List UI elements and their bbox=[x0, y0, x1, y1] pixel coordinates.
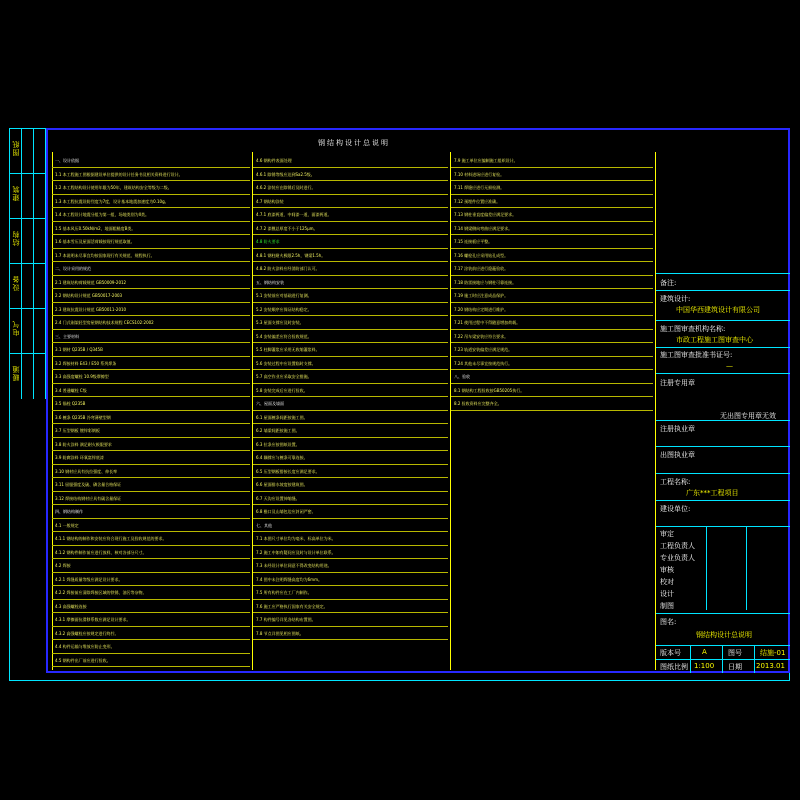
note-line: 5.7 高空作业应采取安全措施。 bbox=[256, 374, 312, 379]
note-row-rule bbox=[52, 666, 250, 667]
approver-row: 制图 bbox=[660, 602, 674, 610]
note-line: 1.2 本工程结构设计使用年限为50年，建筑结构安全等级为二级。 bbox=[55, 185, 172, 190]
note-line: 2.3 建筑抗震设计规范 GB50011-2010 bbox=[55, 306, 127, 312]
note-row-rule bbox=[52, 207, 250, 208]
note-row-rule bbox=[253, 477, 448, 478]
title-block-divider bbox=[656, 473, 790, 474]
project-name-value: 广东***工程项目 bbox=[686, 489, 739, 497]
note-row-rule bbox=[253, 531, 448, 532]
note-row-rule bbox=[253, 369, 448, 370]
note-row-rule bbox=[451, 342, 653, 343]
note-line: 7.2 施工中如有疑问应及时与设计单位联系。 bbox=[256, 549, 336, 555]
note-row-rule bbox=[52, 315, 250, 316]
note-line: 4.6.2 涂装应在除锈后及时进行。 bbox=[256, 185, 316, 190]
note-row-rule bbox=[52, 410, 250, 411]
note-line: 7.14 钢梁侧向弯曲应满足要求。 bbox=[454, 225, 513, 231]
note-line: 3.4 普通螺栓 C级 bbox=[55, 387, 87, 393]
left-strip-label: 结构 bbox=[12, 230, 20, 246]
left-strip-row bbox=[9, 173, 46, 174]
note-row-rule bbox=[52, 383, 250, 384]
note-line: 5.4 安装偏差应符合验收规范。 bbox=[256, 333, 312, 339]
note-line: 3.1 钢材 Q235B / Q345B bbox=[55, 347, 103, 352]
approver-row: 专业负责人 bbox=[660, 554, 695, 562]
note-line: 4.8.1 钢柱耐火极限2.5h，钢梁1.5h。 bbox=[256, 252, 326, 258]
version-label: 版本号 bbox=[660, 649, 681, 657]
note-row-rule bbox=[253, 329, 448, 330]
note-row-rule bbox=[52, 369, 250, 370]
note-row-rule bbox=[52, 275, 250, 276]
approver-row: 设计 bbox=[660, 590, 674, 598]
note-line: 4.3 高强螺栓连接 bbox=[55, 603, 87, 609]
note-row-rule bbox=[52, 653, 250, 654]
note-row-rule bbox=[52, 599, 250, 600]
note-line: 7.5 所有构件应在工厂内制作。 bbox=[256, 590, 312, 595]
note-row-rule bbox=[253, 234, 448, 235]
note-row-rule bbox=[253, 167, 448, 168]
note-section-heading: 五、钢结构安装 bbox=[256, 279, 284, 285]
title-block-divider bbox=[656, 320, 790, 321]
note-line: 6.2 墙梁间距按施工图。 bbox=[256, 428, 300, 433]
note-line: 7.11 焊缝应进行无损检测。 bbox=[454, 185, 505, 190]
note-row-rule bbox=[52, 437, 250, 438]
note-row-rule bbox=[451, 356, 653, 357]
note-row-rule bbox=[52, 167, 250, 168]
note-row-rule bbox=[253, 558, 448, 559]
note-section-heading: 七、其他 bbox=[256, 522, 272, 528]
note-line: 2.4 门式刚架轻型房屋钢结构技术规程 CECS102:2002 bbox=[55, 320, 154, 325]
note-line: 3.5 锚栓 Q235B bbox=[55, 401, 86, 406]
note-line: 7.24 其他未尽事宜按规范执行。 bbox=[454, 360, 513, 366]
title-block-divider bbox=[656, 373, 790, 374]
review-cert-label: 施工图审查批准书证号: bbox=[660, 351, 733, 359]
note-row-rule bbox=[253, 302, 448, 303]
note-section-heading: 二、设计采用的规范 bbox=[55, 266, 91, 271]
note-section-heading: 四、钢结构制作 bbox=[55, 509, 83, 514]
note-row-rule bbox=[253, 396, 448, 397]
note-row-rule bbox=[253, 504, 448, 505]
column-divider bbox=[450, 152, 451, 670]
left-signature-strip bbox=[9, 128, 46, 399]
note-line: 6.8 檐口及山墙包边应封闭严密。 bbox=[256, 509, 316, 514]
note-row-rule bbox=[52, 612, 250, 613]
note-line: 2.2 钢结构设计规范 GB50017-2003 bbox=[55, 293, 123, 298]
approver-row: 校对 bbox=[660, 578, 674, 586]
note-row-rule bbox=[52, 288, 250, 289]
note-row-rule bbox=[52, 585, 250, 586]
note-row-rule bbox=[253, 639, 448, 640]
left-strip-label: 图纸 bbox=[12, 140, 20, 156]
date-label: 日期 bbox=[728, 663, 742, 671]
note-line: 6.5 压型钢板搭接长度应满足要求。 bbox=[256, 468, 320, 474]
note-row-rule bbox=[451, 194, 653, 195]
note-row-rule bbox=[52, 558, 250, 559]
remark-label: 备注: bbox=[660, 279, 677, 287]
title-block-divider bbox=[656, 446, 790, 447]
title-block-divider bbox=[656, 526, 790, 527]
note-section-heading: 六、屋面及墙面 bbox=[256, 401, 284, 406]
note-line: 8.2 验收资料应完整齐全。 bbox=[454, 401, 502, 406]
note-line: 5.1 安装前应对基础进行复测。 bbox=[256, 293, 312, 298]
note-row-rule bbox=[451, 383, 653, 384]
note-line: 3.7 压型钢板 镀锌彩钢板 bbox=[55, 428, 100, 433]
note-line: 3.8 防火涂料 满足耐火极限要求 bbox=[55, 441, 112, 447]
note-line: 4.6.1 除锈等级应达到Sa2.5级。 bbox=[256, 171, 315, 177]
note-line: 1.6 基本雪压及屋面活荷载按现行规范取值。 bbox=[55, 239, 135, 244]
note-line: 7.1 本图尺寸单位均为毫米，标高单位为米。 bbox=[256, 536, 336, 541]
date-value: 2013.01 bbox=[756, 662, 785, 670]
note-line: 4.1.1 钢结构的制作和安装应符合现行施工及验收规范的要求。 bbox=[55, 536, 167, 541]
note-row-rule bbox=[52, 491, 250, 492]
note-row-rule bbox=[451, 288, 653, 289]
note-line: 3.11 屈服强度及硫、磷含量合格保证 bbox=[55, 482, 122, 487]
left-strip-label: 建筑 bbox=[12, 185, 20, 201]
title-block-divider bbox=[656, 613, 790, 614]
drawing-title: 钢结构设计总说明 bbox=[318, 139, 390, 147]
note-line: 4.7 钢结构涂装 bbox=[256, 198, 284, 204]
note-row-rule bbox=[451, 410, 653, 411]
note-row-rule bbox=[253, 626, 448, 627]
note-row-rule bbox=[52, 248, 250, 249]
note-row-rule bbox=[52, 234, 250, 235]
note-row-rule bbox=[253, 599, 448, 600]
left-strip-label: 设备 bbox=[12, 275, 20, 291]
project-name-label: 工程名称: bbox=[660, 478, 691, 486]
left-strip-row bbox=[9, 353, 46, 354]
note-line: 4.4 构件运输与堆放应防止变形。 bbox=[55, 644, 115, 649]
note-row-rule bbox=[253, 356, 448, 357]
note-row-rule bbox=[52, 450, 250, 451]
note-line: 4.3.2 高强螺栓应按规定进行终拧。 bbox=[55, 630, 119, 636]
note-row-rule bbox=[52, 221, 250, 222]
note-line: 6.4 隅撑应与檩条可靠连接。 bbox=[256, 455, 308, 460]
note-row-rule bbox=[253, 585, 448, 586]
title-block-divider bbox=[656, 290, 790, 291]
note-line: 3.2 焊接材料 E43 / E50 系列焊条 bbox=[55, 360, 117, 366]
note-row-rule bbox=[52, 464, 250, 465]
note-row-rule bbox=[451, 302, 653, 303]
version-value: A bbox=[702, 648, 707, 656]
note-row-rule bbox=[253, 275, 448, 276]
note-row-rule bbox=[451, 167, 653, 168]
note-line: 7.20 钢结构应定期进行维护。 bbox=[454, 306, 509, 312]
note-line: 7.7 构件编号详见各结构布置图。 bbox=[256, 617, 316, 622]
note-row-rule bbox=[52, 477, 250, 478]
note-row-rule bbox=[52, 356, 250, 357]
note-line: 4.8.2 防火涂料应经消防部门认可。 bbox=[256, 266, 320, 271]
title-block-divider bbox=[656, 500, 790, 501]
note-line: 4.2.2 焊接前应清除焊接区域的铁锈、油污等杂物。 bbox=[55, 590, 147, 595]
note-line: 6.3 拉条应按图纸设置。 bbox=[256, 441, 300, 447]
note-line: 4.1.2 钢构件制作前应进行放样，核对各部分尺寸。 bbox=[55, 549, 147, 555]
design-notes-sheet bbox=[52, 134, 656, 670]
note-line: 5.2 安装顺序应保证结构稳定。 bbox=[256, 306, 312, 312]
note-row-rule bbox=[253, 545, 448, 546]
note-row-rule bbox=[52, 639, 250, 640]
figure-name-value: 钢结构设计总说明 bbox=[696, 631, 752, 639]
note-row-rule bbox=[253, 410, 448, 411]
note-row-rule bbox=[52, 261, 250, 262]
note-line: 5.8 安装完成后应进行验收。 bbox=[256, 387, 308, 393]
note-line: 7.21 使用过程中不得随意增加荷载。 bbox=[454, 320, 521, 325]
note-row-rule bbox=[253, 491, 448, 492]
note-line: 1.4 本工程设计地震分组为第一组，场地类别为II类。 bbox=[55, 212, 149, 217]
note-line: 3.12 焊接结构钢材应具有碳含量保证 bbox=[55, 495, 122, 501]
left-strip-label: 暖通 bbox=[12, 365, 20, 381]
note-row-rule bbox=[52, 180, 250, 181]
note-line: 7.19 施工时应注意成品保护。 bbox=[454, 293, 509, 298]
note-line: 4.2.1 焊缝质量等级应满足设计要求。 bbox=[55, 576, 123, 582]
column-divider bbox=[252, 152, 253, 670]
note-line: 7.13 钢柱垂直度偏差应满足要求。 bbox=[454, 212, 517, 217]
note-line: 6.6 屋面排水坡度按建筑图。 bbox=[256, 482, 308, 487]
note-row-rule bbox=[253, 194, 448, 195]
note-row-rule bbox=[253, 450, 448, 451]
note-row-rule bbox=[451, 396, 653, 397]
note-line: 3.3 高强度螺栓 10.9级摩擦型 bbox=[55, 374, 109, 379]
note-line: 7.23 轨道安装偏差应满足规范。 bbox=[454, 347, 513, 352]
left-strip-row bbox=[9, 263, 46, 264]
note-row-rule bbox=[451, 275, 653, 276]
note-line: 4.2 焊接 bbox=[55, 563, 71, 568]
output-seal-label: 出图执业章 bbox=[660, 451, 695, 459]
note-line: 7.17 涂装前应进行隐蔽验收。 bbox=[454, 266, 509, 271]
title-block-divider bbox=[656, 645, 790, 646]
registered-seal-note: 无出图专用章无效 bbox=[720, 412, 776, 420]
design-unit-label: 建筑设计: bbox=[660, 295, 691, 303]
left-strip-row bbox=[9, 218, 46, 219]
figure-name-label: 图名: bbox=[660, 618, 677, 626]
sheet-no-value: 结施-01 bbox=[760, 649, 786, 657]
approver-grid-line bbox=[746, 526, 747, 610]
note-row-rule bbox=[253, 464, 448, 465]
note-line: 4.5 钢构件出厂前应进行验收。 bbox=[55, 657, 111, 663]
approver-row: 审核 bbox=[660, 566, 674, 574]
note-line: 7.4 图中未注明焊缝高度均为6mm。 bbox=[256, 576, 322, 582]
note-line: 7.9 施工单位应编制施工组织设计。 bbox=[454, 158, 518, 163]
note-row-rule bbox=[451, 221, 653, 222]
left-strip-label: 电气 bbox=[12, 320, 20, 336]
title-block-divider bbox=[656, 347, 790, 348]
scale-label: 图纸比例 bbox=[660, 663, 688, 671]
note-line: 3.10 钢材应具有抗拉强度、伸长率 bbox=[55, 468, 118, 474]
approver-row: 审定 bbox=[660, 530, 674, 538]
note-row-rule bbox=[253, 572, 448, 573]
title-block-divider bbox=[656, 659, 790, 660]
note-line: 7.16 螺栓孔应采用钻孔成型。 bbox=[454, 252, 509, 258]
design-unit-value: 中国华西建筑设计有限公司 bbox=[676, 306, 760, 314]
registered-seal-label: 注册专用章 bbox=[660, 379, 695, 387]
note-line: 2.1 建筑结构荷载规范 GB50009-2012 bbox=[55, 279, 127, 285]
left-strip-row bbox=[9, 308, 46, 309]
note-row-rule bbox=[52, 545, 250, 546]
note-line: 7.8 节点详图见相应图纸。 bbox=[256, 630, 304, 636]
note-line: 5.6 安装过程中应设置临时支撑。 bbox=[256, 360, 316, 366]
note-line: 7.6 施工应严格执行国家有关安全规定。 bbox=[256, 603, 328, 609]
note-line: 4.3.1 摩擦面抗滑移系数应满足设计要求。 bbox=[55, 617, 131, 622]
note-row-rule bbox=[451, 207, 653, 208]
note-line: 7.18 防雷接地应与钢柱可靠连接。 bbox=[454, 279, 517, 285]
note-line: 3.6 檩条 Q235B 冷弯薄壁型钢 bbox=[55, 414, 111, 420]
note-row-rule bbox=[52, 342, 250, 343]
note-row-rule bbox=[253, 518, 448, 519]
note-row-rule bbox=[52, 531, 250, 532]
title-block-divider bbox=[656, 273, 790, 274]
note-line: 4.7.2 漆膜总厚度不小于125μm。 bbox=[256, 225, 318, 231]
review-unit-label: 施工图审查机构名称: bbox=[660, 325, 726, 333]
note-line: 6.1 屋面檩条间距按施工图。 bbox=[256, 414, 308, 420]
note-row-rule bbox=[52, 423, 250, 424]
subitem-label: 建设单位: bbox=[660, 505, 691, 513]
note-line: 3.9 防腐涂料 环氧富锌底漆 bbox=[55, 455, 104, 460]
note-row-rule bbox=[253, 612, 448, 613]
note-row-rule bbox=[451, 315, 653, 316]
note-section-heading: 三、主要材料 bbox=[55, 333, 79, 339]
note-row-rule bbox=[253, 342, 448, 343]
note-row-rule bbox=[52, 518, 250, 519]
note-row-rule bbox=[253, 248, 448, 249]
note-line: 5.3 屋面支撑应及时安装。 bbox=[256, 320, 304, 325]
sheet-no-label: 图号 bbox=[728, 649, 742, 657]
note-row-rule bbox=[451, 329, 653, 330]
note-row-rule bbox=[52, 504, 250, 505]
note-row-rule bbox=[451, 234, 653, 235]
note-line: 4.1 一般规定 bbox=[55, 522, 79, 528]
note-row-rule bbox=[52, 572, 250, 573]
note-row-rule bbox=[52, 329, 250, 330]
note-row-rule bbox=[253, 180, 448, 181]
note-row-rule bbox=[52, 194, 250, 195]
note-row-rule bbox=[253, 383, 448, 384]
title-block bbox=[656, 128, 790, 673]
note-line: 7.12 预埋件位置应准确。 bbox=[454, 198, 501, 204]
note-row-rule bbox=[451, 180, 653, 181]
review-unit-value: 市政工程施工图审查中心 bbox=[676, 336, 753, 344]
note-row-rule bbox=[52, 626, 250, 627]
note-section-heading: 一、设计依据 bbox=[55, 158, 79, 163]
approver-grid-line bbox=[706, 526, 707, 610]
note-row-rule bbox=[253, 288, 448, 289]
note-line: 1.7 本说明未尽事宜均按国家现行有关规范、规程执行。 bbox=[55, 252, 155, 258]
note-line: 5.5 柱脚灌浆应采用无收缩灌浆料。 bbox=[256, 347, 320, 352]
review-cert-value: — bbox=[726, 362, 733, 370]
note-row-rule bbox=[253, 437, 448, 438]
note-row-rule bbox=[253, 423, 448, 424]
note-row-rule bbox=[451, 248, 653, 249]
note-line: 7.22 吊车梁安装应符合要求。 bbox=[454, 333, 509, 339]
scale-value: 1:100 bbox=[694, 662, 715, 670]
note-line: 1.5 基本风压0.50kN/m2，地面粗糙度B类。 bbox=[55, 225, 136, 231]
column-divider bbox=[52, 152, 53, 670]
note-line: 7.3 未经设计单位同意不得改变结构用途。 bbox=[256, 563, 332, 568]
note-row-rule bbox=[451, 261, 653, 262]
note-line: 4.7.1 底漆两道，中间漆一道，面漆两道。 bbox=[256, 212, 332, 217]
note-line: 1.3 本工程抗震设防烈度为7度，设计基本地震加速度为0.10g。 bbox=[55, 198, 169, 204]
note-row-rule bbox=[253, 207, 448, 208]
note-line: 7.10 材料进场应进行复检。 bbox=[454, 171, 505, 177]
title-block-divider bbox=[656, 420, 790, 421]
note-line: 8.1 钢结构工程验收按GB50205执行。 bbox=[454, 387, 525, 393]
note-row-rule bbox=[253, 221, 448, 222]
note-row-rule bbox=[253, 261, 448, 262]
note-section-heading: 八、验收 bbox=[454, 374, 470, 379]
note-row-rule bbox=[451, 369, 653, 370]
note-line: 7.15 连接板应平整。 bbox=[454, 239, 493, 244]
approver-row: 工程负责人 bbox=[660, 542, 695, 550]
note-line: 4.8 防火要求 bbox=[256, 239, 280, 244]
signature-seal-label: 注册执业章 bbox=[660, 425, 695, 433]
note-row-rule bbox=[52, 396, 250, 397]
note-line: 1.1 本工程施工图根据建设单位提供的设计任务书及相关资料进行设计。 bbox=[55, 171, 183, 177]
note-row-rule bbox=[253, 315, 448, 316]
note-line: 6.7 天沟应设置伸缩缝。 bbox=[256, 495, 300, 501]
note-line: 4.6 钢构件表面处理 bbox=[256, 158, 292, 163]
note-row-rule bbox=[52, 302, 250, 303]
